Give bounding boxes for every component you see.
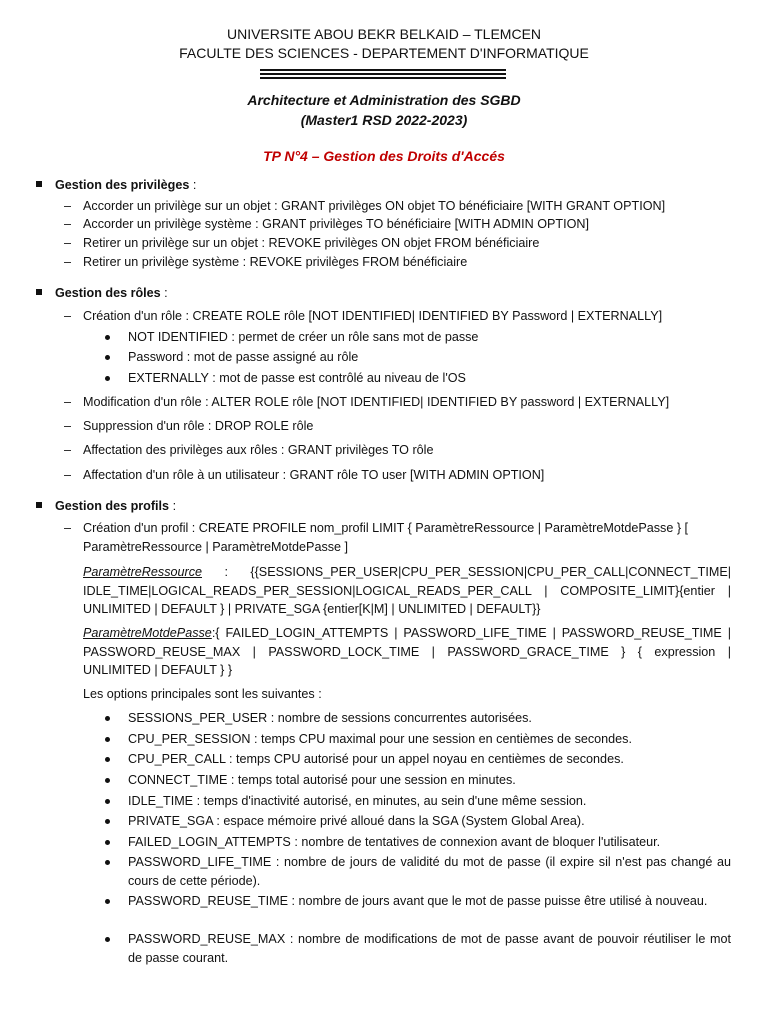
bullet-dot-icon [105,799,110,804]
list-item-text: Retirer un privilège sur un objet : REVOKE privilèges ON objet FROM bénéficiaire [83,236,540,250]
option-item [105,750,731,769]
option-item [105,771,731,790]
bullet-dot-icon [105,737,110,742]
square-bullet-icon [36,289,42,295]
bullet-dot-icon [105,335,110,340]
dash-marker: – [64,255,72,269]
section-heading-roles [36,284,168,303]
section-heading-label: Gestion des privilèges [55,178,190,192]
dash-marker: – [64,443,72,457]
option-item-text: CPU_PER_CALL : temps CPU autorisé pour un appel noyau en centièmes de secondes. [128,752,624,766]
options-intro: Les options principales sont les suivantes : [83,687,322,701]
section-heading-privileges [36,176,196,195]
tp-title: TP N°4 – Gestion des Droits d'Accés [263,148,505,164]
dash-marker: – [64,419,72,433]
list-item [64,519,734,556]
dash-marker: – [64,199,72,213]
dash-marker: – [64,468,72,482]
list-item-text: Affectation des privilèges aux rôles : GRANT privilèges TO rôle [83,443,434,457]
header-double-rule [260,69,506,81]
course-title: Architecture et Administration des SGBD [247,92,521,108]
option-item [105,853,731,890]
option-item-text: PASSWORD_LIFE_TIME : nombre de jours de validité du mot de passe (il expire sil n'est pas changé au cours de cette période). [128,855,731,888]
section-heading-suffix: : [160,286,168,300]
square-bullet-icon [36,181,42,187]
university-name: UNIVERSITE ABOU BEKR BELKAID – TLEMCEN [226,26,542,42]
section-heading-label: Gestion des rôles [55,286,161,300]
sub-list-item-text: Password : mot de passe assigné au rôle [128,350,359,364]
bullet-dot-icon [105,355,110,360]
option-item [105,709,731,728]
bullet-dot-icon [105,376,110,381]
bullet-dot-icon [105,899,110,904]
bullet-dot-icon [105,757,110,762]
list-item-text: Création d'un rôle : CREATE ROLE rôle [NOT IDENTIFIED| IDENTIFIED BY Password | EXTERNALLY] [83,309,663,323]
dash-marker: – [64,217,72,231]
option-item-text: CONNECT_TIME : temps total autorisé pour une session en minutes. [128,773,516,787]
bullet-dot-icon [105,819,110,824]
option-item-text: FAILED_LOGIN_ATTEMPTS : nombre de tentatives de connexion avant de bloquer l'utilisateur. [128,835,661,849]
faculty-name: FACULTE DES SCIENCES - DEPARTEMENT D'INFORMATIQUE [179,45,589,61]
bullet-dot-icon [105,860,110,865]
list-item-text: Accorder un privilège sur un objet : GRANT privilèges ON objet TO bénéficiaire [WITH GRANT OPTION] [83,199,666,213]
option-item [105,892,731,911]
option-item-text: IDLE_TIME : temps d'inactivité autorisé, en minutes, au sein d'une même session. [128,794,587,808]
option-item [105,833,731,852]
dash-marker: – [64,395,72,409]
param-motdepasse-label: ParamètreMotdePasse [83,626,212,640]
option-item-text: CPU_PER_SESSION : temps CPU maximal pour une session en centièmes de secondes. [128,732,632,746]
param-ressource-text: : {{SESSIONS_PER_USER|CPU_PER_SESSION|CPU_PER_CALL|CONNECT_TIME| IDLE_TIME|LOGICAL_READS_PER_SESSION|LOGICAL_READS_PER_CALL | COMPOSITE_LIMIT}{entier | UNLIMITED | DEFAULT } | PRIVATE_SGA {entier[K|M] | UNLIMITED | DEFAULT}} [83,565,731,616]
dash-marker: – [64,521,72,535]
option-item [105,730,731,749]
square-bullet-icon [36,502,42,508]
course-level: (Master1 RSD 2022-2023) [300,112,468,128]
option-item-text: PASSWORD_REUSE_MAX : nombre de modifications de mot de passe avant de pouvoir réutiliser le mot de passe courant. [128,932,731,965]
param-motdepasse-paragraph [83,624,731,680]
bullet-dot-icon [105,716,110,721]
section-heading-label: Gestion des profils [55,499,170,513]
param-motdepasse-text: :{ FAILED_LOGIN_ATTEMPTS | PASSWORD_LIFE_TIME | PASSWORD_REUSE_TIME | PASSWORD_REUSE_MAX | PASSWORD_LOCK_TIME | PASSWORD_GRACE_TIME } { expression | UNLIMITED | DEFAULT } } [83,626,731,677]
bullet-dot-icon [105,937,110,942]
list-item-text: Création d'un profil : CREATE PROFILE nom_profil LIMIT { ParamètreRessource | ParamètreMotdePasse } [ ParamètreRessource | ParamètreMotdePasse ] [83,521,689,554]
section-heading-suffix: : [189,178,197,192]
list-item-text: Retirer un privilège système : REVOKE privilèges FROM bénéficiaire [83,255,468,269]
bullet-dot-icon [105,778,110,783]
section-heading-suffix: : [169,499,177,513]
bullet-dot-icon [105,840,110,845]
param-ressource-label: ParamètreRessource [83,565,202,579]
option-item-text: SESSIONS_PER_USER : nombre de sessions concurrentes autorisées. [128,711,532,725]
list-item-text: Suppression d'un rôle : DROP ROLE rôle [83,419,314,433]
section-heading-profiles [36,497,176,516]
dash-marker: – [64,309,72,323]
sub-list-item-text: NOT IDENTIFIED : permet de créer un rôle sans mot de passe [128,330,479,344]
sub-list-item-text: EXTERNALLY : mot de passe est contrôlé au niveau de l'OS [128,371,466,385]
list-item-text: Accorder un privilège système : GRANT privilèges TO bénéficiaire [WITH ADMIN OPTION] [83,217,589,231]
param-ressource-paragraph [83,563,731,619]
option-item-text: PRIVATE_SGA : espace mémoire privé alloué dans la SGA (System Global Area). [128,814,585,828]
list-item-text: Modification d'un rôle : ALTER ROLE rôle [NOT IDENTIFIED| IDENTIFIED BY password | EXTERNALLY] [83,395,670,409]
option-item [105,930,731,967]
option-item-text: PASSWORD_REUSE_TIME : nombre de jours avant que le mot de passe puisse être utilisé à nouveau. [128,894,708,908]
list-item-text: Affectation d'un rôle à un utilisateur : GRANT rôle TO user [WITH ADMIN OPTION] [83,468,545,482]
option-item [105,792,731,811]
option-item [105,812,731,831]
dash-marker: – [64,236,72,250]
